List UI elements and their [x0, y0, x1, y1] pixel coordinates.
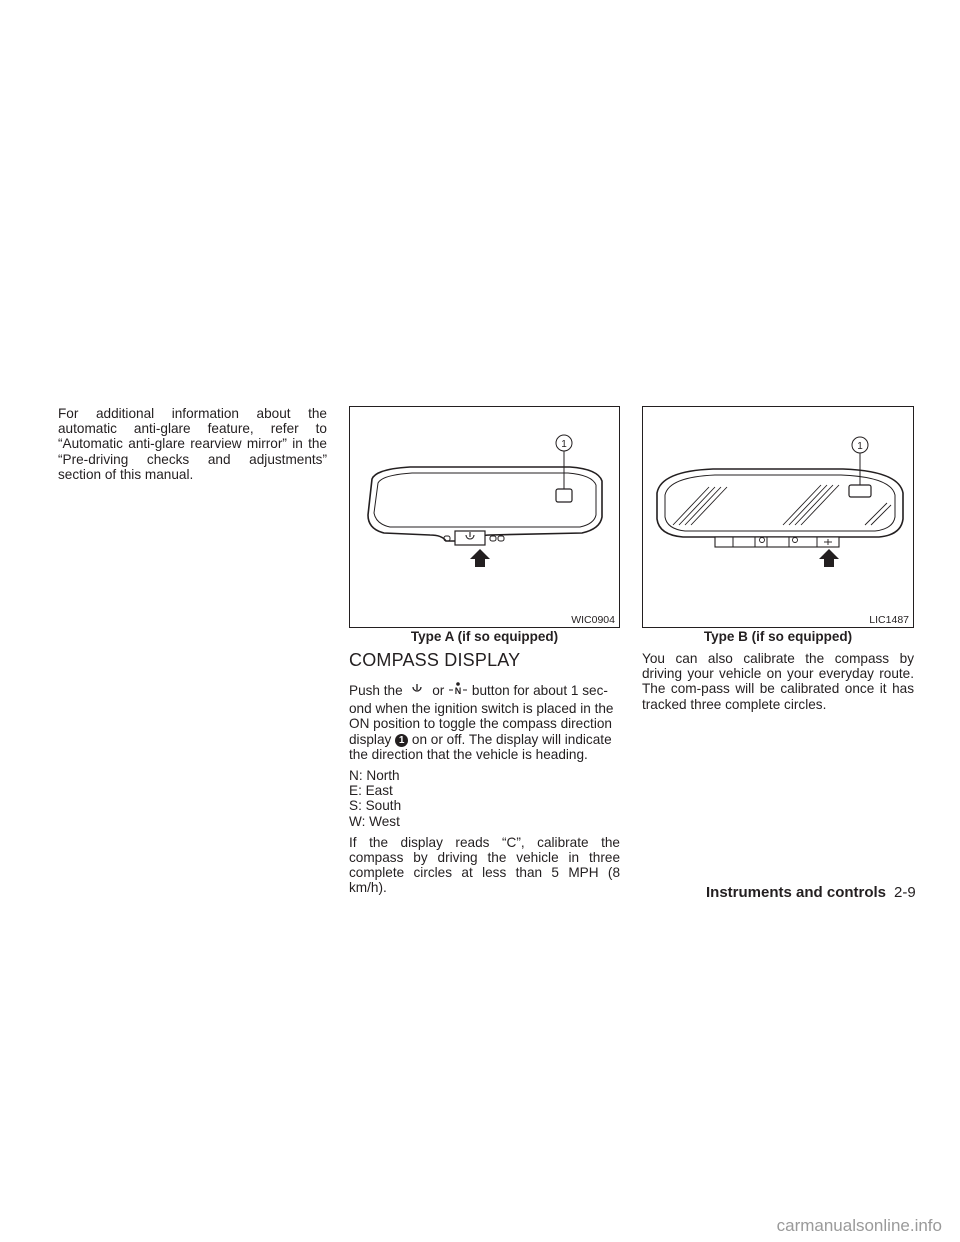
- figure-type-a: [349, 406, 620, 628]
- figure-a-caption: Type A (if so equipped): [410, 629, 559, 644]
- callout-1-a: 1: [561, 439, 567, 450]
- mirror-type-a-illustration: [350, 407, 619, 627]
- callout-1-inline: 1: [395, 734, 408, 747]
- intro-paragraph: For additional information about the automatic anti-glare feature, refer to “Automatic anti-glare rearview mirror” in the “Pre-driving checks and adjustments” section of this manual.: [58, 406, 327, 482]
- callout-1-b: 1: [857, 441, 863, 452]
- direction-text: on or off. The display will indicate the direction that the vehicle is heading.: [349, 731, 612, 762]
- arrow-up-icon: [470, 549, 490, 567]
- intro-text-block: [58, 406, 327, 488]
- also-calibrate-paragraph: You can also calibrate the compass by driving your vehicle on your everyday route. The com-pass will be calibrated once it has tracked three complete circles.: [642, 651, 914, 712]
- or-text: or: [432, 683, 445, 699]
- compass-n-icon: [448, 682, 468, 701]
- figure-b-code: LIC1487: [869, 614, 909, 626]
- button-text: button for about 1 sec-: [471, 683, 608, 699]
- compass-text-block: [349, 682, 620, 902]
- calibrate-paragraph: If the display reads “C”, calibrate the compass by driving the vehicle in three complete circles at less than 5 MPH (8 km/h).: [349, 834, 620, 896]
- figure-a-code: WIC0904: [571, 614, 615, 626]
- direction-south: S: South: [349, 798, 402, 814]
- toggle-text: ond when the ignition switch is placed in the ON position to toggle the compass direction display: [349, 701, 614, 747]
- right-text-block: [642, 651, 914, 718]
- arrow-up-icon: [819, 549, 839, 567]
- mirror-type-b-illustration: [643, 407, 913, 627]
- direction-east: E: East: [349, 783, 393, 799]
- direction-north: N: North: [349, 768, 400, 784]
- direction-west: W: West: [349, 813, 400, 829]
- footer-section: Instruments and controls: [706, 884, 887, 901]
- push-the-text: Push the: [349, 683, 403, 699]
- watermark[interactable]: carmanualsonline.info: [776, 1216, 942, 1235]
- direction-list: [349, 768, 620, 829]
- figure-b-caption: Type B (if so equipped): [703, 629, 853, 644]
- section-heading: COMPASS DISPLAY: [349, 650, 521, 670]
- figure-type-b: [642, 406, 914, 628]
- page-number: 2-9: [894, 884, 916, 901]
- svg-text:N: N: [454, 686, 462, 696]
- page-footer: [706, 884, 916, 901]
- power-icon: [406, 683, 428, 700]
